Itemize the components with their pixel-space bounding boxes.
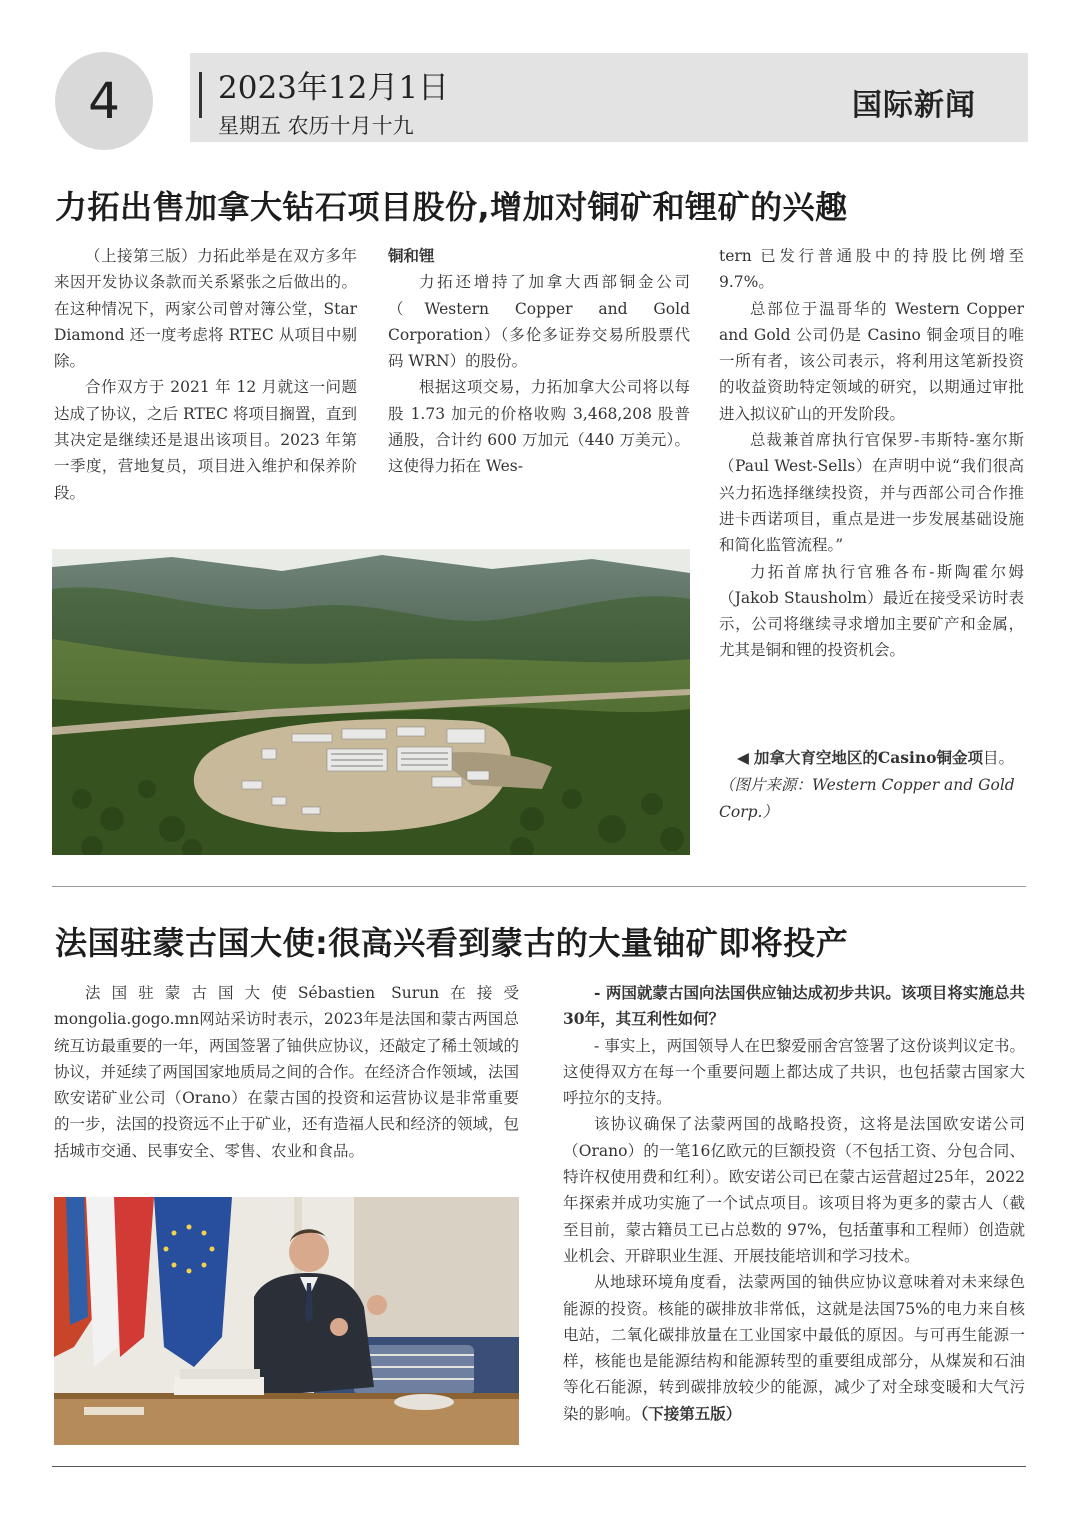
article1-paragraph: 力拓首席执行官雅各布-斯陶霍尔姆（Jakob Stausholm）最近在接受采访时表示，公司将继续寻求增加主要矿产和金属，尤其是铜和锂的投资机会。 bbox=[719, 562, 1024, 660]
article1-paragraph: 总部位于温哥华的 Western Copper and Gold 公司仍是 Casino 铜金项目的唯一所有者，该公司表示，将利用这笔新投资的收益资助特定领域的研究，以期通过审批进入拟议矿山的开发阶段。 bbox=[719, 299, 1024, 423]
article2-paragraph: 法国驻蒙古国大使Sébastien Surun在接受mongolia.gogo.mn网站采访时表示，2023年是法国和蒙古两国总统互访最重要的一年，两国签署了铀供应协议，还敲定了稀土领域的协议，并延续了两国国家地质局之间的合作。在经济合作领域，法国欧安诺矿业公司（Orano）在蒙古国的投资和运营协议是非常重要的一步，法国的投资远不止于矿业，还有造福人民和经济的领域，包括城市交通、民事安全、零售、农业和食品。 bbox=[54, 984, 520, 1160]
article1-column-1 bbox=[54, 243, 357, 506]
article1-paragraph: 合作双方于 2021 年 12 月就这一问题达成了协议，之后 RTEC 将项目搁置，直到其决定是继续还是退出该项目。2023 年第一季度，营地复员，项目进入维护和保养阶段。 bbox=[54, 378, 357, 502]
header-divider bbox=[199, 72, 202, 118]
mine-camp-aerial-photo bbox=[52, 549, 690, 855]
article2-paragraph: 从地球环境角度看，法蒙两国的铀供应协议意味着对未来绿色能源的投资。核能的碳排放非常低，这就是法国75%的电力来自核电站，二氧化碳排放量在工业国家中最低的原因。与可再生能源一样，核能也是能源结构和能源转型的重要组成部分，从煤炭和石油等化石能源，转到碳排放较少的能源，减少了对全球变暖和大气污染的影响。（下接第五版） bbox=[563, 1273, 1025, 1423]
article2-paragraph: 该协议确保了法蒙两国的战略投资，这将是法国欧安诺公司（Orano）的一笔16亿欧元的巨额投资（不包括工资、分包合同、特许权使用费和红利）。欧安诺公司已在蒙古运营超过25年，2022年探索并成功实施了一个试点项目。该项目将为更多的蒙古人（截至目前，蒙古籍员工已占总数的 97%，包括董事和工程师）创造就业机会、开辟职业生涯、开展技能培训和学习技术。 bbox=[563, 1115, 1025, 1265]
article1-paragraph: （上接第三版）力拓此举是在双方多年来因开发协议条款而关系紧张之后做出的。在这种情况下，两家公司曾对簿公堂，Star Diamond 还一度考虑将 RTEC 从项目中剔除。 bbox=[54, 247, 357, 371]
article2-headline: 法国驻蒙古国大使:很高兴看到蒙古的大量铀矿即将投产 bbox=[55, 924, 849, 962]
ambassador-interview-photo bbox=[54, 1197, 519, 1445]
article1-column-3 bbox=[719, 243, 1024, 664]
section-title: 国际新闻 bbox=[852, 88, 976, 123]
continued-from-note: （上接第三版） bbox=[85, 247, 198, 265]
article1-column-2 bbox=[388, 243, 690, 480]
page-bottom-rule bbox=[52, 1466, 1026, 1467]
issue-date: 2023年12月1日 bbox=[218, 70, 450, 106]
interview-question: - 两国就蒙古国向法国供应铀达成初步共识。该项目将实施总共30年，其互利性如何？ bbox=[563, 983, 1025, 1029]
article1-paragraph: 总裁兼首席执行官保罗-韦斯特-塞尔斯（Paul West-Sells）在声明中说“我们很高兴力拓选择继续投资，并与西部公司合作推进卡西诺项目，重点是进一步发展基础设施和简化监管流程。” bbox=[719, 431, 1024, 555]
article1-headline: 力拓出售加拿大钻石项目股份,增加对铜矿和锂矿的兴趣 bbox=[55, 188, 848, 226]
article-divider bbox=[52, 886, 1026, 887]
article1-paragraph: 力拓还增持了加拿大西部铜金公司（Western Copper and Gold Corporation）（多伦多证券交易所股票代码 WRN）的股份。 bbox=[388, 273, 690, 371]
article1-subhead: 铜和锂 bbox=[388, 246, 435, 265]
article2-left-column bbox=[54, 980, 519, 1164]
photo1-caption: ◀ 加拿大育空地区的Casino铜金项目。（图片来源：Western Copper and Gold Corp.） bbox=[719, 748, 1015, 821]
article2-right-column bbox=[563, 980, 1025, 1427]
page-number-badge bbox=[55, 52, 153, 150]
lunar-date: 星期五 农历十月十九 bbox=[218, 114, 414, 138]
interview-answer: - 事实上，两国领导人在巴黎爱丽舍宫签署了这份谈判议定书。这使得双方在每一个重要问题上都达成了共识，也包括蒙古国家大呼拉尔的支持。 bbox=[563, 1036, 1025, 1108]
caption-arrow-icon: ◀ bbox=[737, 749, 749, 767]
article1-paragraph: tern 已发行普通股中的持股比例增至 9.7%。 bbox=[719, 247, 1024, 292]
page-number: 4 bbox=[88, 72, 120, 130]
continued-on-note: （下接第五版） bbox=[640, 1403, 742, 1423]
article1-paragraph: 根据这项交易，力拓加拿大公司将以每股 1.73 加元的价格收购 3,468,208 股普通股，合计约 600 万加元（440 万美元）。这使得力拓在 Wes- bbox=[388, 378, 690, 476]
